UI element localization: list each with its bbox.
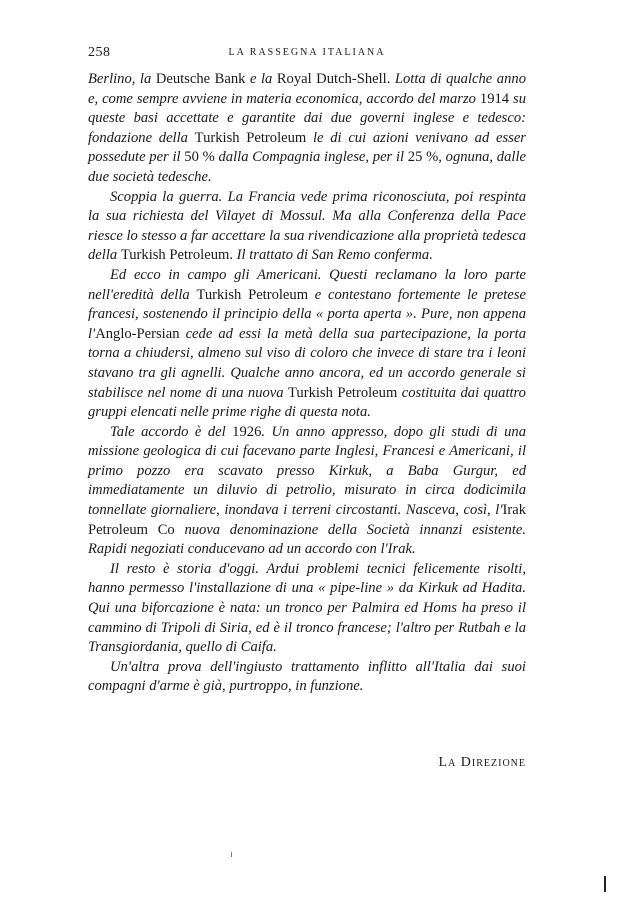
paragraph [88,70,526,188]
italic-text-run: Tale accordo è del [110,423,233,440]
roman-text-run: Turkish Petroleum. [120,247,234,264]
paragraph [88,560,526,658]
italic-text-run: e la [245,71,277,87]
running-head: LA RASSEGNA ITALIANA [228,47,386,58]
italic-text-run: . Un anno appresso, dopo gli studi di una missione geologica di cui facevano parte Inglesi, Francesi e Americani, il primo pozzo era scavato presso Kirkuk, a Baba Gurgur, ed immediatamente un diluvio di petrolio, misurato in circa dodicimila tonnellate giornaliere, inondava i terreni circostanti. Nasceva, così, l' [88,423,526,519]
paragraph [88,658,526,697]
italic-text-run: Berlino, la [88,71,156,87]
italic-text-run: Lotta di qualche anno e, come sempre avviene in materia economica, accordo del marzo [88,71,526,107]
scan-speck [231,852,232,857]
roman-text-run: Anglo-Persian [95,325,180,342]
roman-text-run: 1914 [479,90,510,107]
page-header [88,45,526,65]
roman-text-run: Royal Dutch-Shell. [276,71,391,87]
roman-text-run: Turkish Petroleum [288,384,398,401]
italic-text-run: , ognuna, dalle due società tedesche. [88,149,526,185]
italic-text-run: e contestano fortemente le pretese francesi, sostenendo il principio della « porta aperta ». Pure, non appena l' [88,286,526,342]
italic-text-run: Ed ecco in campo gli Americani. Questi reclamano la loro parte nell'eredità della [88,266,526,303]
italic-text-run: su queste basi accettate e garantite dai due governi inglese e tedesco: fondazione della [88,90,527,146]
signature: La Direzione [438,755,526,770]
roman-text-run: Irak Petroleum Co [88,502,526,538]
roman-text-run: 1926 [232,423,262,440]
roman-text-run: Turkish Petroleum [196,286,309,303]
italic-text-run: Il trattato di San Remo conferma. [233,247,433,264]
italic-text-run: Scoppia la guerra. La Francia vede prima riconosciuta, poi respinta la sua richiesta del Vilayet di Mossul. Ma alla Conferenza della Pace riesce lo stesso a far accettare la sua rivendicazione alla proprietà tedesca della [88,188,526,264]
paragraph [88,266,526,423]
roman-text-run: Deutsche Bank [155,71,246,87]
article-body [88,70,526,697]
paragraph [88,188,526,266]
italic-text-run: Un'altra prova dell'ingiusto trattamento inflitto all'Italia dai suoi compagni d'arme è già, purtroppo, in funzione. [88,658,526,695]
scan-edge-mark [604,876,606,892]
italic-text-run: dalla Compagnia inglese, per il [214,149,408,166]
italic-text-run: nuova denominazione della Società innanzi esistente. Rapidi negoziati conducevano ad un accordo con l'Irak. [88,521,526,558]
paragraph [88,423,526,560]
roman-text-run: 50 % [184,149,215,166]
italic-text-run: costituita dai quattro gruppi elencati nelle prime righe di questa nota. [88,384,526,421]
italic-text-run: le di cui azioni venivano ad esser possedute per il [88,129,526,166]
page-number: 258 [88,45,111,60]
roman-text-run: 25 % [407,149,439,166]
roman-text-run: Turkish Petroleum [194,129,307,146]
italic-text-run: Il resto è storia d'oggi. Ardui problemi tecnici felicemente risolti, hanno permesso l'installazione di una « pipe-line » da Kirkuk ad Hadita. Qui una biforcazione è nata: un tronco per Palmira ed Homs ha preso il cammino di Tripoli di Siria, ed è il tronco francese; l'altro per Rutbah e la Transgiordania, quello di Caifa. [88,560,526,656]
italic-text-run: cede ad essi la metà della sua partecipazione, la porta torna a chiudersi, almeno sul viso di coloro che invece di stare tra i leoni stavano tra gli agnelli. Qualche anno ancora, ed un accordo generale si stabilisce nel nome di una nuova [88,325,526,401]
